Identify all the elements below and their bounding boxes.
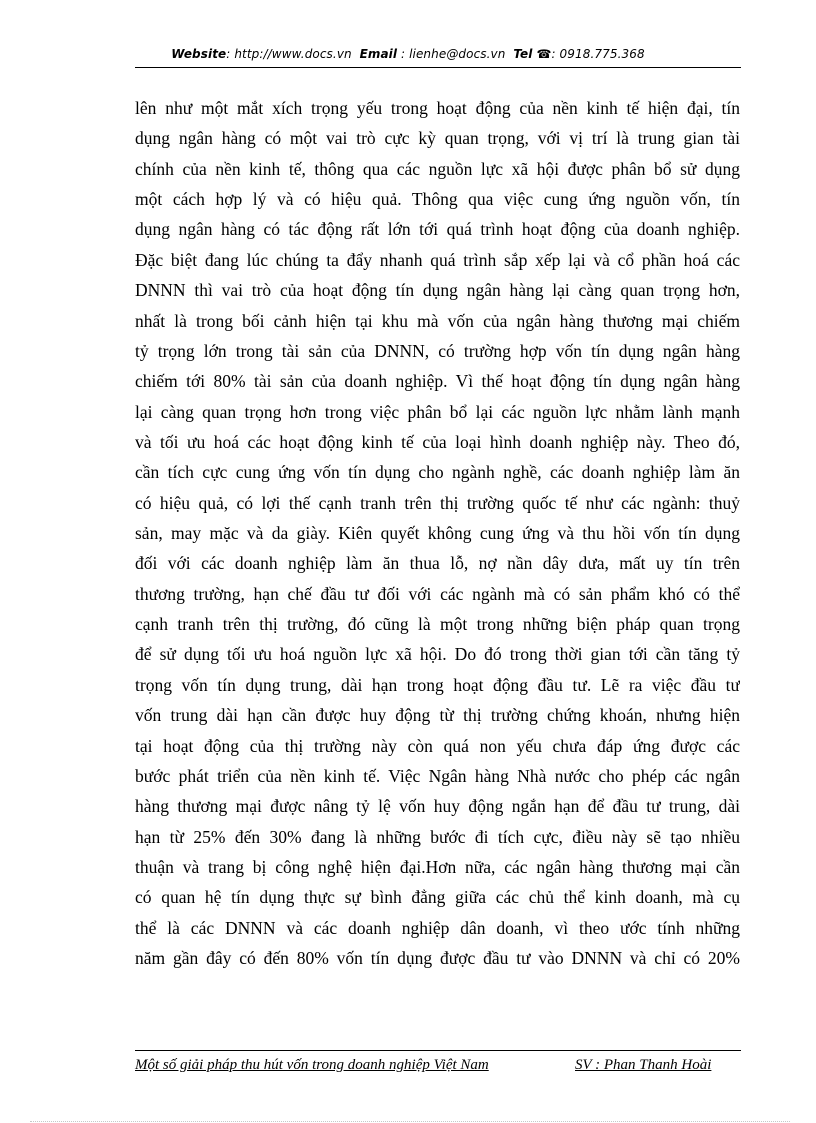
phone-icon: ☎	[536, 47, 552, 61]
body-line: năm gần đây có đến 80% vốn tín dụng được đầu tư vào DNNN và chỉ có 20%	[135, 948, 740, 969]
body-line: thương trường, hạn chế đầu tư đối với các ngành mà có sản phẩm khó có thể	[135, 583, 740, 604]
body-line: tỷ trọng lớn trong tài sản của DNNN, có trường hợp vốn tín dụng ngân hàng	[135, 340, 740, 361]
body-line: tại hoạt động của thị trường này còn quá non yếu chưa đáp ứng được các	[135, 735, 740, 756]
body-line: dụng ngân hàng có tác động rất lớn tới quá trình hoạt động của doanh nghiệp.	[135, 219, 740, 240]
body-line: hàng thương mại được nâng tỷ lệ vốn huy động ngắn hạn để đầu tư trung, dài	[135, 796, 740, 817]
body-line: chiếm tới 80% tài sản của doanh nghiệp. Vì thế hoạt động tín dụng ngân hàng	[135, 371, 740, 392]
body-line: chính của nền kinh tế, thông qua các nguồn lực xã hội được phân bổ sử dụng	[135, 158, 740, 179]
footer-title: Một số giải pháp thu hút vốn trong doanh nghiệp Việt Nam	[135, 1057, 489, 1073]
body-line: nhất là trong bối cảnh hiện tại khu mà vốn của ngân hàng thương mại chiếm	[135, 310, 740, 331]
page-bottom-edge	[30, 1121, 790, 1122]
website-value: : http://www.docs.vn	[226, 47, 352, 61]
body-line: lên như một mắt xích trọng yếu trong hoạt động của nền kinh tế hiện đại, tín	[135, 98, 740, 118]
email-value: : lienhe@docs.vn	[397, 47, 506, 61]
header-divider	[135, 67, 741, 68]
tel-label: Tel	[513, 47, 533, 61]
body-line: thuận và trang bị công nghệ hiện đại.Hơn nữa, các ngân hàng thương mại cần	[135, 856, 740, 877]
body-line: trọng vốn tín dụng trung, dài hạn trong hoạt động đầu tư. Lẽ ra việc đầu tư	[135, 674, 740, 695]
body-line: thể là các DNNN và các doanh nghiệp dân doanh, vì theo ước tính những	[135, 917, 740, 938]
body-line: một cách hợp lý và có hiệu quả. Thông qua việc cung ứng nguồn vốn, tín	[135, 189, 740, 210]
website-label: Website	[171, 47, 227, 61]
body-line: DNNN thì vai trò của hoạt động tín dụng ngân hàng lại càng quan trọng hơn,	[135, 280, 740, 301]
body-line: vốn trung dài hạn cần được huy động từ thị trường chứng khoán, nhưng hiện	[135, 705, 740, 726]
body-line: Đặc biệt đang lúc chúng ta đẩy nhanh quá trình sắp xếp lại và cổ phần hoá các	[135, 249, 740, 270]
body-line: bước phát triển của nền kinh tế. Việc Ngân hàng Nhà nước cho phép các ngân	[135, 765, 740, 786]
body-line: hạn từ 25% đến 30% đang là những bước đi tích cực, điều này sẽ tạo nhiều	[135, 826, 740, 847]
body-line: dụng ngân hàng có một vai trò cực kỳ quan trọng, với vị trí là trung gian tài	[135, 128, 740, 149]
body-line: cạnh tranh trên thị trường, đó cũng là một trong những biện pháp quan trọng	[135, 614, 740, 635]
body-line: có quan hệ tín dụng thực sự bình đẳng giữa các chủ thể kinh doanh, mà cụ	[135, 887, 740, 908]
body-line: để sử dụng tối ưu hoá nguồn lực xã hội. Do đó trong thời gian tới cần tăng tỷ	[135, 644, 740, 665]
body-line: cần tích cực cung ứng vốn tín dụng cho ngành nghề, các doanh nghiệp làm ăn	[135, 462, 740, 483]
footer-author: SV : Phan Thanh Hoài	[575, 1057, 712, 1073]
document-body	[135, 93, 740, 973]
body-line: sản, may mặc và da giày. Kiên quyết không cung ứng và thu hồi vốn tín dụng	[135, 523, 740, 544]
body-line: lại càng quan trọng hơn trong việc phân bổ lại các nguồn lực nhằm lành mạnh	[135, 401, 740, 422]
email-label: Email	[359, 47, 398, 61]
body-line: có hiệu quả, có lợi thế cạnh tranh trên thị trường quốc tế như các ngành: thuỷ	[135, 492, 740, 513]
footer-divider	[135, 1050, 741, 1051]
page-header	[0, 47, 816, 61]
body-line: đối với các doanh nghiệp làm ăn thua lỗ, nợ nần dây dưa, mất uy tín trên	[135, 553, 740, 574]
body-line: và tối ưu hoá các hoạt động kinh tế của loại hình doanh nghiệp này. Theo đó,	[135, 431, 740, 452]
tel-value: : 0918.775.368	[551, 47, 645, 61]
